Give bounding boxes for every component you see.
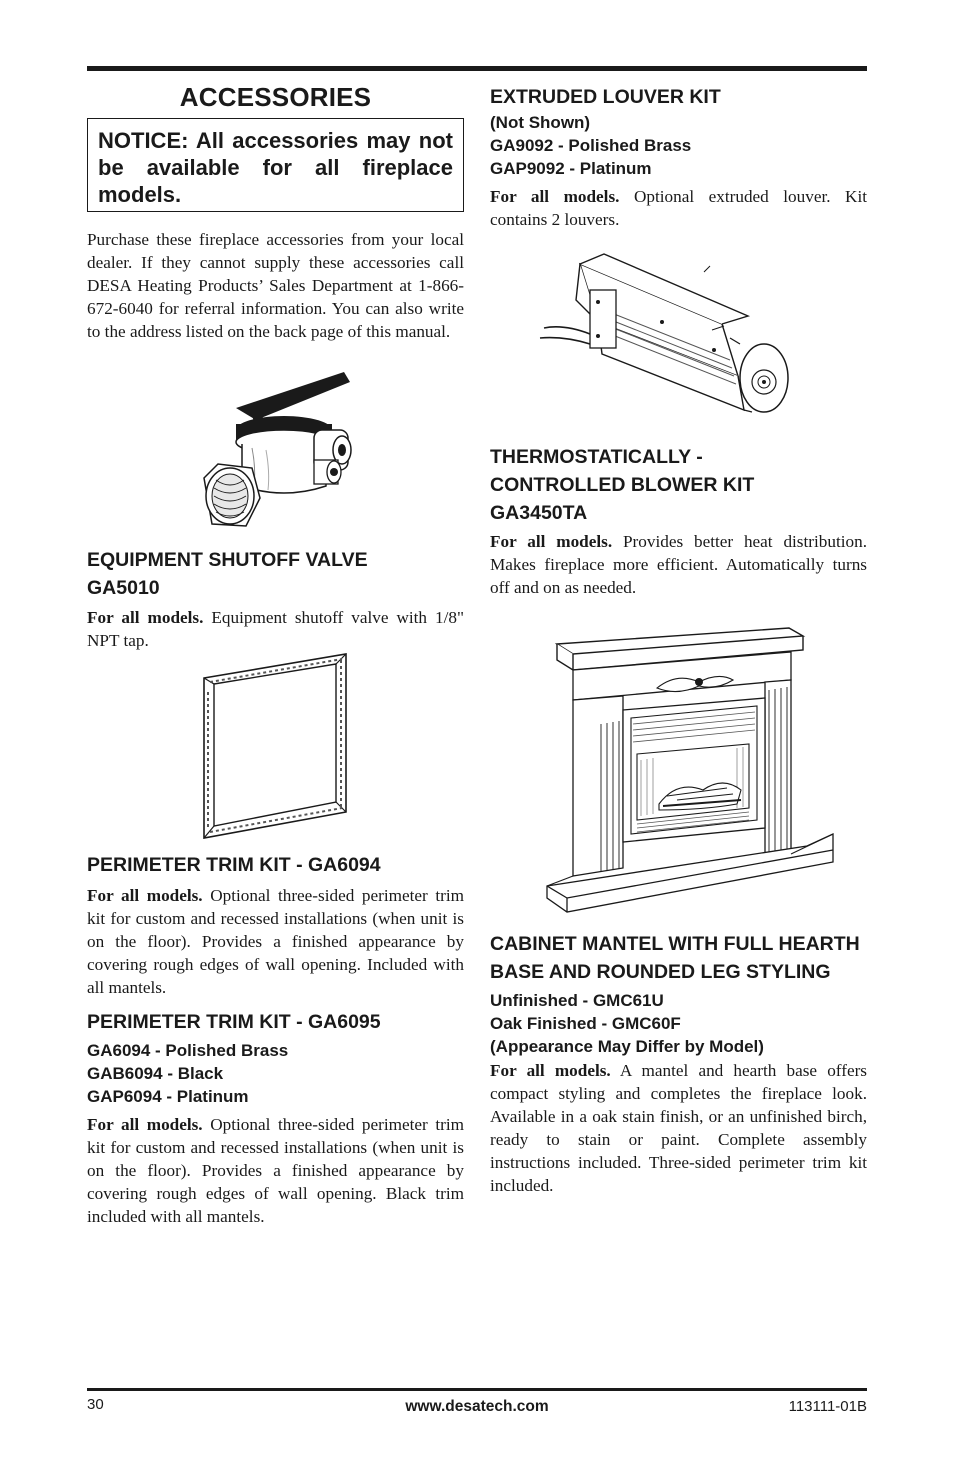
blower-heading: THERMOSTATICALLY - CONTROLLED BLOWER KIT GA3450TA (490, 446, 755, 524)
shutoff-valve-description: For all models. Equipment shutoff valve with 1/8" NPT tap. (87, 608, 464, 650)
blower-illustration (534, 250, 796, 422)
louver-heading: EXTRUDED LOUVER KIT (490, 86, 721, 108)
model-line: Unfinished - GMC61U (490, 991, 664, 1010)
intro-paragraph: Purchase these fireplace accessories from your local dealer. If they cannot supply these accessories call DESA Heating Products’ Sales Department at 1-866-672-6040 for referral information. You can also write to the address listed on the back page of this manual. (87, 230, 464, 341)
cabinet-mantel-illustration (527, 620, 837, 920)
trim-6094-description: For all models. Optional three-sided perimeter trim kit for custom and recessed installations (when unit is on the floor). Provides a finished appearance by covering rough edges of wall opening. Included with all mantels. (87, 886, 464, 997)
model-line: GA9092 - Polished Brass (490, 136, 692, 155)
model-line: GA6094 - Polished Brass (87, 1041, 289, 1060)
perimeter-trim-illustration (198, 652, 352, 840)
trim-6095-description: For all models. Optional three-sided perimeter trim kit for custom and recessed installations (when unit is on the floor). Provides a finished appearance by covering rough edges of wall opening. Black trim included with all mantels. (87, 1115, 464, 1226)
mantel-models (490, 989, 764, 1058)
page-title: ACCESSORIES (179, 82, 372, 112)
blower-description: For all models. Provides better heat distribution. Makes fireplace more efficient. Automatically turns off and on as needed. (490, 532, 867, 597)
model-line: (Appearance May Differ by Model) (490, 1037, 764, 1056)
notice-box: NOTICE: All accessories may not be available for all fireplace models. (87, 118, 464, 212)
top-rule (87, 66, 867, 71)
mantel-heading: CABINET MANTEL WITH FULL HEARTH BASE AND ROUNDED LEG STYLING (490, 933, 860, 983)
model-line: (Not Shown) (490, 113, 591, 132)
louver-description: For all models. Optional extruded louver. Kit contains 2 louvers. (490, 187, 868, 229)
model-line: Oak Finished - GMC60F (490, 1014, 681, 1033)
trim-6095-heading: PERIMETER TRIM KIT - GA6095 (87, 1011, 381, 1033)
document-number: 113111-01B (788, 1398, 867, 1415)
bottom-rule (87, 1388, 867, 1391)
page-number: 30 (87, 1396, 104, 1413)
model-line: GAB6094 - Black (87, 1064, 224, 1083)
model-line: GAP9092 - Platinum (490, 159, 652, 178)
mantel-description: For all models. A mantel and hearth base offers compact styling and completes the fireplace look. Available in a oak stain finish, or an unfinished birch, ready to stain or paint. Complete assembly instructions included. Three-sided perimeter trim kit included. (490, 1061, 867, 1195)
trim-6095-models (87, 1039, 288, 1108)
website-link[interactable]: www.desatech.com (405, 1398, 549, 1415)
louver-models (490, 111, 691, 180)
shutoff-valve-illustration (196, 368, 356, 534)
trim-6094-heading: PERIMETER TRIM KIT - GA6094 (87, 854, 381, 876)
model-line: GAP6094 - Platinum (87, 1087, 249, 1106)
shutoff-valve-heading: EQUIPMENT SHUTOFF VALVE GA5010 (87, 549, 368, 599)
